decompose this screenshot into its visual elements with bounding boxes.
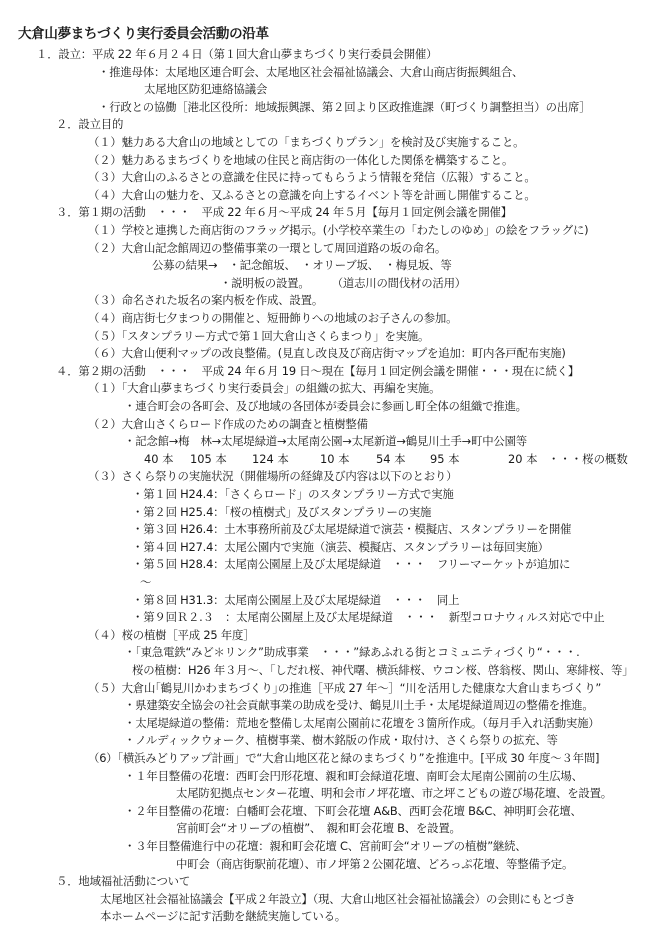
text-line: ・３年目整備進行中の花壇：親和町会花壇 C、宮前町会“オリーブの植樹”継続、 <box>124 839 527 853</box>
text-line: ・第３回 H26.4：土木事務所前及び太尾堤緑道で演芸・模擬店、スタンプラリーを開催 <box>132 522 572 537</box>
text-line: ・第４回 H27.4：太尾公園内で実施（演芸、模擬店、スタンプラリーは毎回実施） <box>132 539 549 554</box>
text-line: 太尾地区防犯連絡協議会 <box>144 82 268 97</box>
text-line: 太尾防犯拠点センター花壇、明和会市ノ坪花壇、市之坪こどもの遊び場花壇、を設置。 <box>176 786 612 801</box>
text-line: 太尾地区社会福祉協議会【平成２年設立】（現、大倉山地区社会福祉協議会）の会則にもとづき <box>100 891 576 906</box>
text-line: 本ホームページに記す活動を継続実施している。 <box>100 909 346 924</box>
text-line: ・行政との協働［港北区役所：地域振興課、第２回より区政推進課（町づくり調整担当）の出席］ <box>98 99 591 114</box>
text-line: （２）大倉山記念館周辺の整備事業の一環として周回道路の坂の命名。 <box>88 240 447 255</box>
text-line: （５）大倉山｢鶴見川かわまちづくり｣の推進［平成 27 年〜］“川を活用した健康な大倉山まちづくり” <box>88 680 602 695</box>
text-line: （３）大倉山のふるさとの意識を住民に持ってもらうよう情報を発信（広報）すること。 <box>88 170 536 185</box>
tree-count: 54 本 <box>376 451 406 466</box>
tree-count: 40 本 <box>144 451 174 466</box>
text-line: （２）大倉山さくらロード作成のための調査と植樹整備 <box>88 416 368 431</box>
text-line: ・「東急電鉄“みど＊リンク”助成事業 ・・・”緑あふれる街とコミュニティづくり“・・・. <box>124 645 580 660</box>
section-4-heading: ４．第２期の活動 ・・・ 平成 24 年６月 19 日〜現在【毎月１回定例会議を開催・・・現在に続く】 <box>56 363 580 378</box>
text-line: 宮前町会“オリーブの植樹”、 親和町会花壇 B、を設置。 <box>176 821 461 836</box>
text-line: ・第５回 H28.4：太尾南公園屋上及び太尾堤緑道 ・・・ フリーマーケットが追加に <box>132 557 571 572</box>
text-line: （４）大倉山の魅力を、又ふるさとの意識を向上するイベント等を計画し開催すること。 <box>88 187 536 202</box>
text-line: 桜の植樹：H26 年３月〜、「しだれ桜、神代曙、横浜緋桜、ウコン桜、啓翁桜、関山、寒緋桜、等」 <box>132 663 634 677</box>
text-line: （４）桜の植樹［平成 25 年度］ <box>88 627 255 642</box>
tree-count: 95 本 <box>430 451 460 466</box>
text-line: ・推進母体：太尾地区連合町会、太尾地区社会福祉協議会、大倉山商店街振興組合、 <box>98 64 524 79</box>
text-line: ・第８回 H31.3：太尾南公園屋上及び太尾堤緑道 ・・・ 同上 <box>132 592 460 607</box>
text-line: ・記念館→梅 林→太尾堤緑道→太尾南公園→太尾新道→鶴見川土手→町中公園等 <box>124 434 527 449</box>
tree-count: 20 本 <box>508 451 538 466</box>
text-line: （３）命名された坂名の案内板を作成、設置。 <box>88 293 324 308</box>
text-line: （３）さくら祭りの実施状況（開催場所の経緯及び内容は以下のとおり） <box>88 469 458 484</box>
text-line: ・第１回 H24.4：「さくらロード」のスタンプラリー方式で実施 <box>132 487 454 501</box>
text-line: ・県建築安全協会の社会貢献事業の助成を受け、鶴見川土手・太尾堤緑道周辺の整備を推進。 <box>124 698 594 713</box>
tree-count: 105 本 <box>190 451 227 466</box>
tree-count-note: ・・・桜の概数 <box>548 451 628 466</box>
text-line: （１）魅力ある大倉山の地域としての「まちづくりプラン」を検討及び実施すること。 <box>88 135 525 149</box>
text-line: 中町会（商店街駅前花壇）、市ノ坪第２公園花壇、どろっぷ花壇、等整備予定。 <box>176 856 574 871</box>
tree-count: 124 本 <box>252 451 289 466</box>
text-line: （１）「大倉山夢まちづくり実行委員会」の組織の拡大、再編を実施。 <box>88 381 441 396</box>
section-2-heading: ２．設立目的 <box>56 117 124 132</box>
tree-count: 10 本 <box>320 451 350 466</box>
document-title: 大倉山夢まちづくり実行委員会活動の沿革 <box>18 26 269 42</box>
text-line: ・第２回 H25.4：「桜の植樹式」及びスタンプラリーの実施 <box>132 504 432 519</box>
section-5-heading: ５．地域福祉活動について <box>56 874 191 889</box>
text-line: ・太尾堤緑道の整備：荒地を整備し太尾南公園前に花壇を３箇所作成。（毎月手入れ活動実施） <box>124 715 600 730</box>
text-line: （６）大倉山便利マップの改良整備。(見直し改良及び商店街マップを追加：町内各戸配布実施) <box>88 346 566 361</box>
text-line: 公募の結果→ ・記念館坂、 ・オリーブ坂、 ・梅見坂、等 <box>152 258 452 273</box>
text-line: ・第９回Ｒ２.３ ：太尾南公園屋上及び太尾堤緑道 ・・・ 新型コロナウィルス対応で中止 <box>132 610 605 625</box>
text-line: ・説明板の設置。 （道志川の間伐材の活用） <box>220 275 466 290</box>
text-line: （４）商店街七夕まつりの開催と、短冊飾りへの地域のお子さんの参加。 <box>88 311 458 325</box>
text-line: ・１年目整備の花壇：西町会円形花壇、親和町会緑道花壇、南町会太尾南公園前の生広場、 <box>124 768 583 783</box>
text-line: （6）「横浜みどりアップ計画」で“大倉山地区花と緑のまちづくり”を推進中。[平成 30 年度〜３年間] <box>88 751 600 765</box>
text-line: ・連合町会の各町会、及び地域の各団体が委員会に参画し町全体の組織で推進。 <box>124 399 527 413</box>
text-line: （５）「スタンプラリー方式で第１回大倉山さくらまつり」を実施。 <box>88 328 430 343</box>
section-3-heading: ３．第１期の活動 ・・・ 平成 22 年６月〜平成 24 年５月【毎月１回定例会議を開催】 <box>56 205 512 220</box>
text-line: 〜 <box>140 575 152 589</box>
section-1-heading: １．設立：平成 22 年６月２４日（第１回大倉山夢まちづくり実行委員会開催） <box>36 47 438 61</box>
text-line: （１）学校と連携した商店街のフラッグ掲示。(小学校卒業生の「わたしのゆめ」の絵をフラッグに) <box>88 223 589 237</box>
text-line: （２）魅力あるまちづくりを地域の住民と商店街の一体化した関係を構築すること。 <box>88 152 514 167</box>
text-line: ・２年目整備の花壇：白幡町会花壇、下町会花壇 A&B、西町会花壇 B&C、神明町会花壇、 <box>124 803 582 818</box>
text-line: ・ノルディックウォーク、植樹事業、樹木銘版の作成・取付け、さくら祭りの拡充、等 <box>124 733 558 748</box>
